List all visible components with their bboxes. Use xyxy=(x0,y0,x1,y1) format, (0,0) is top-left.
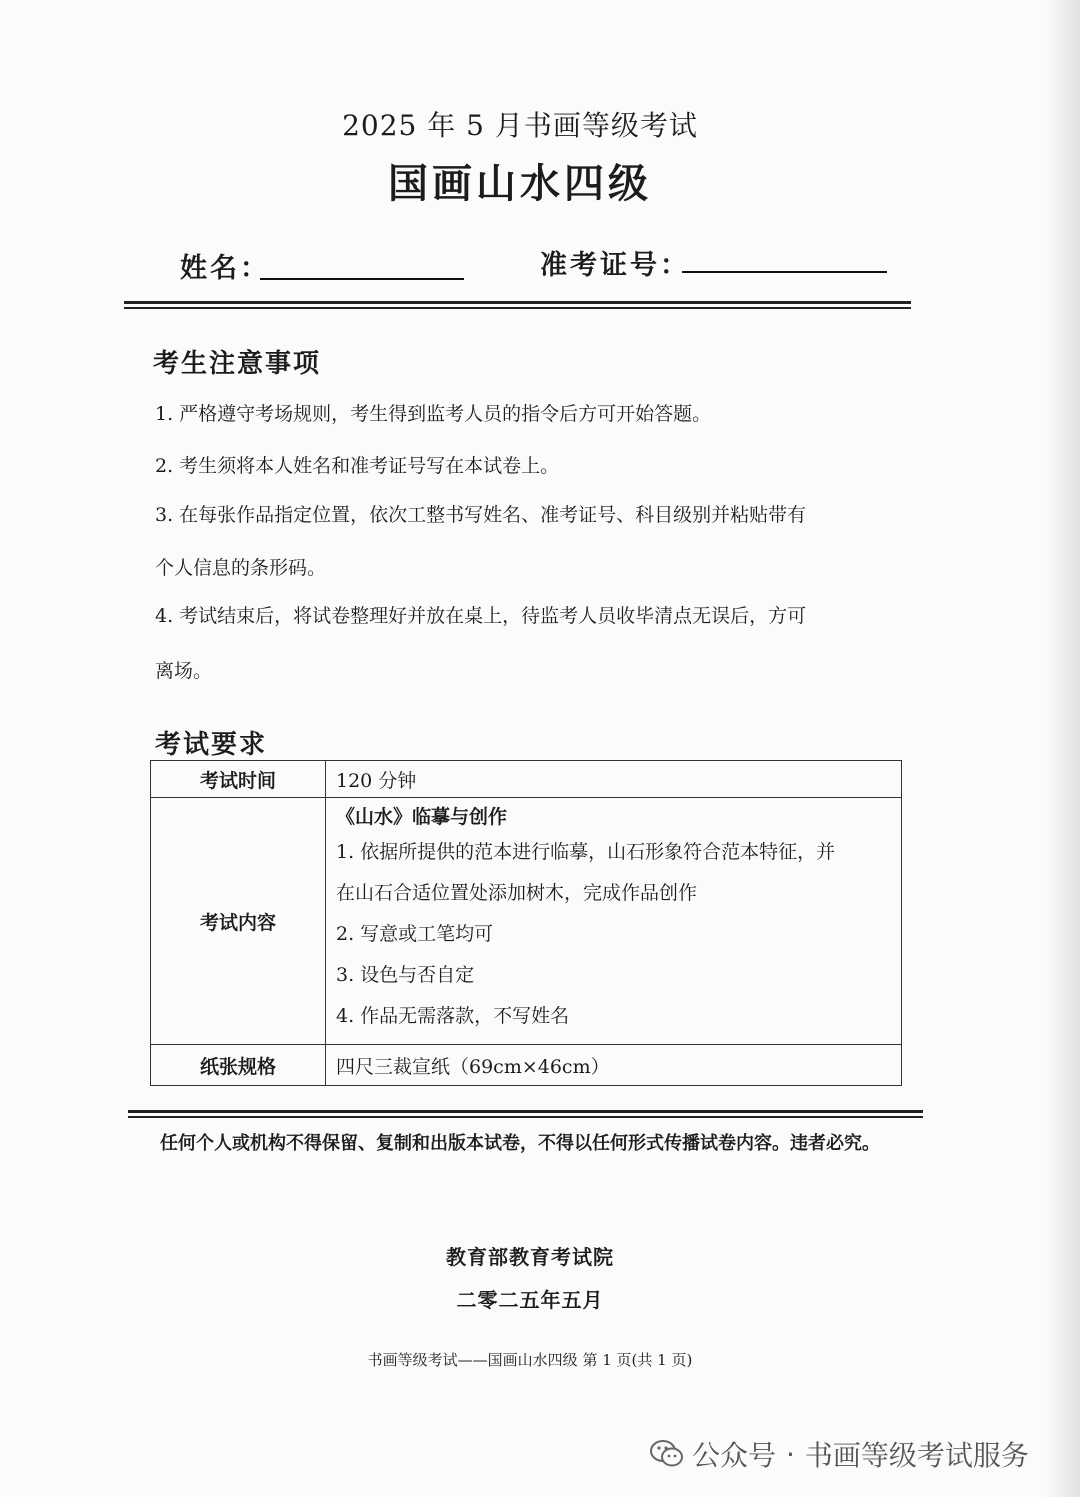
requirements-title: 考试要求 xyxy=(155,730,268,760)
watermark-separator: · xyxy=(786,1437,795,1471)
copyright-warning: 任何个人或机构不得保留、复制和出版本试卷，不得以任何形式传播试卷内容。违者必究。 xyxy=(160,1133,880,1154)
subject-title: 国画山水四级 xyxy=(388,161,652,207)
issue-date: 二零二五年五月 xyxy=(456,1288,604,1312)
notice-line-3: 3. 在每张作品指定位置，依次工整书写姓名、准考证号、科目级别并粘贴带有 xyxy=(155,504,807,526)
name-blank-line xyxy=(260,278,464,280)
notice-line-6: 离场。 xyxy=(155,660,213,682)
content-line-1: 1. 依据所提供的范本进行临摹，山石形象符合范本特征，并 xyxy=(336,841,836,863)
content-label: 考试内容 xyxy=(151,798,326,1045)
notice-line-5: 4. 考试结束后，将试卷整理好并放在桌上，待监考人员收毕清点无误后，方可 xyxy=(155,605,807,627)
page-footer: 书画等级考试——国画山水四级 第 1 页(共 1 页) xyxy=(367,1351,693,1369)
time-label: 考试时间 xyxy=(151,761,326,798)
footer-divider xyxy=(128,1110,923,1118)
notice-title: 考生注意事项 xyxy=(153,349,322,379)
notice-line-4: 个人信息的条形码。 xyxy=(155,557,327,579)
issuer: 教育部教育考试院 xyxy=(446,1245,614,1269)
content-value xyxy=(326,798,902,1045)
exam-title: 2025 年 5 月书画等级考试 xyxy=(342,109,698,142)
table-row xyxy=(151,761,902,798)
requirements-table xyxy=(150,760,902,1086)
table-row xyxy=(151,1045,902,1086)
watermark-prefix: 公众号 xyxy=(692,1439,777,1472)
paper-value: 四尺三裁宣纸（69cm×46cm） xyxy=(326,1045,902,1086)
content-line-5: 4. 作品无需落款，不写姓名 xyxy=(336,1005,570,1027)
time-value: 120 分钟 xyxy=(326,761,902,798)
paper-label: 纸张规格 xyxy=(151,1045,326,1086)
header-divider xyxy=(124,301,911,309)
content-line-3: 2. 写意或工笔均可 xyxy=(336,923,494,945)
content-line-2: 在山石合适位置处添加树木，完成作品创作 xyxy=(336,882,698,904)
exam-id-blank-line xyxy=(682,271,887,273)
name-label: 姓名： xyxy=(180,253,270,284)
watermark xyxy=(650,1434,1029,1474)
page-edge-shadow xyxy=(1044,0,1080,1497)
notice-line-1: 1. 严格遵守考场规则，考生得到监考人员的指令后方可开始答题。 xyxy=(155,403,712,425)
watermark-account: 书画等级考试服务 xyxy=(804,1439,1029,1472)
notice-line-2: 2. 考生须将本人姓名和准考证号写在本试卷上。 xyxy=(155,455,560,477)
exam-id-label: 准考证号： xyxy=(540,250,690,281)
content-line-4: 3. 设色与否自定 xyxy=(336,964,475,986)
wechat-icon xyxy=(650,1439,684,1469)
table-row xyxy=(151,798,902,1045)
content-heading: 《山水》临摹与创作 xyxy=(336,806,508,828)
